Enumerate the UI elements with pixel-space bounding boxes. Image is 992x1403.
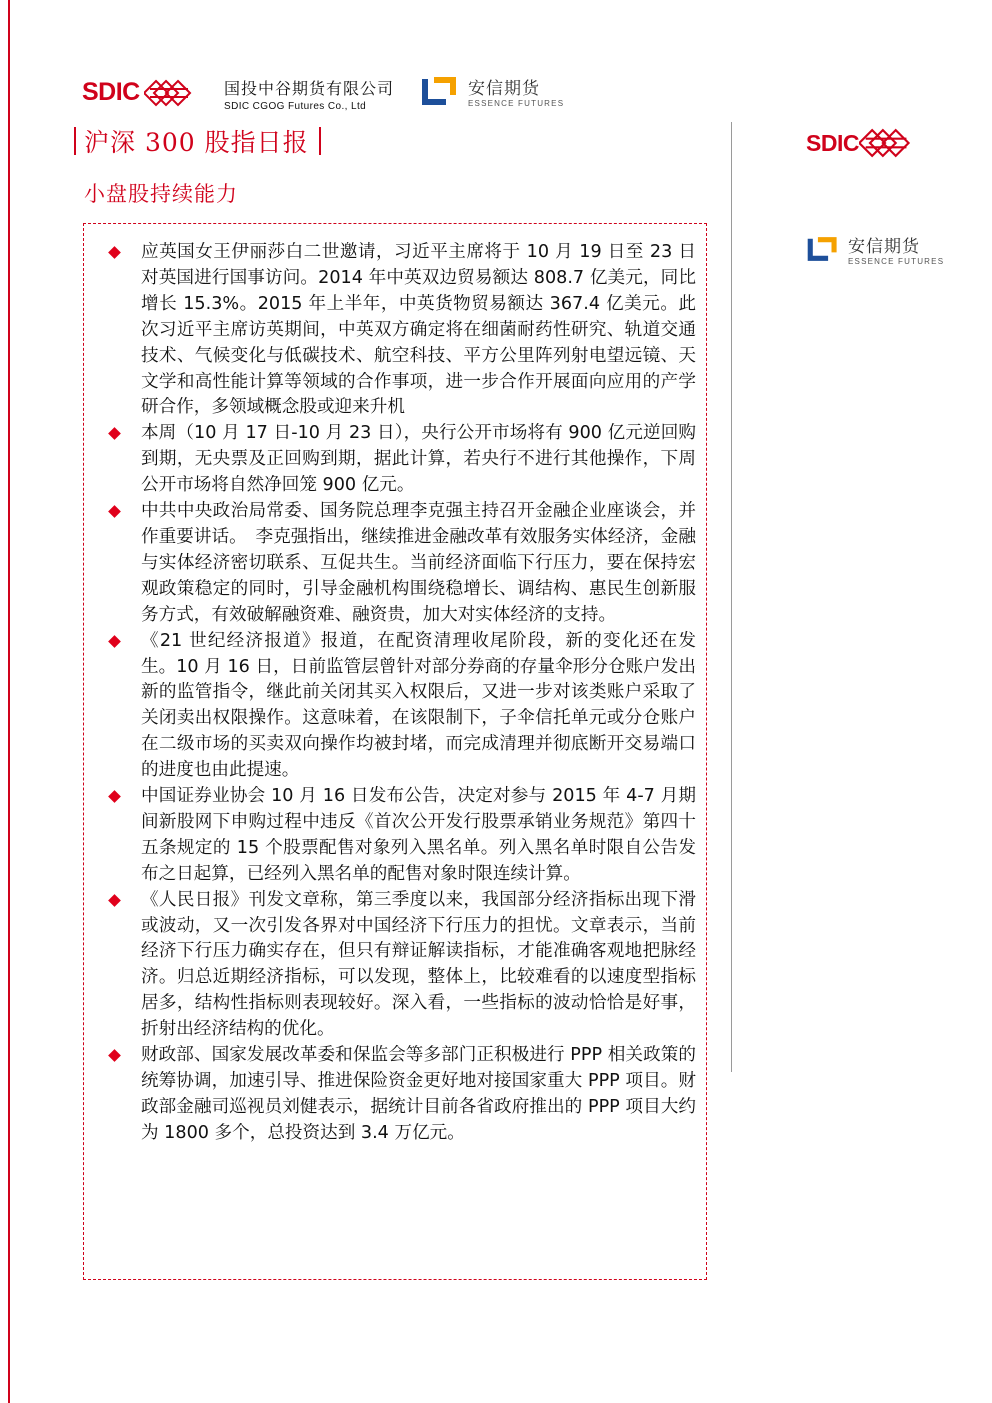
side-essence-logo (806, 232, 944, 266)
news-box (83, 223, 707, 1280)
essence-logo (420, 74, 564, 108)
title-bar-right (319, 127, 321, 155)
red-diamond-icon (108, 894, 121, 907)
list-item-text: 应英国女王伊丽莎白二世邀请，习近平主席将于 10 月 19 日至 23 日对英国进行国事访问。2014 年中英双边贸易额达 808.7 亿美元，同比增长 15.3%。2015 年上半年，中英货物贸易额达 367.4 亿美元。此次习近平主席访英期间，中英双方确定将在细菌耐药性研究、轨道交通技术、气候变化与低碳技术、航空科技、平方公里阵列射电望远镜、天文学和高性能计算等领域的合作事项，进一步合作开展面向应用的产学研合作，多领域概念股或迎来升机 (141, 242, 696, 418)
list-item (106, 240, 696, 421)
essence-name-cn: 安信期货 (468, 79, 540, 99)
company-name (224, 76, 394, 112)
red-diamond-icon (108, 427, 121, 440)
report-title (74, 124, 321, 158)
list-item-text: 财政部、国家发展改革委和保监会等多部门正积极进行 PPP 相关政策的统筹协调，加速引导、推进保险资金更好地对接国家重大 PPP 项目。财政部金融司巡视员刘健表示，据统计目前各省政府推出的 PPP 项目大约为 1800 多个，总投资达到 3.4 万亿元。 (141, 1045, 696, 1143)
sdic-logo (82, 78, 192, 107)
list-item (106, 888, 696, 1043)
list-item (106, 629, 696, 784)
section-title: 小盘股持续能力 (84, 182, 238, 206)
report-title-text: 沪深 300 股指日报 (84, 128, 309, 157)
sdic-logo-text: SDIC (82, 78, 140, 106)
left-red-rule (8, 0, 10, 1403)
side-sdic-logo (806, 128, 911, 158)
list-item-text: 中国证券业协会 10 月 16 日发布公告，决定对参与 2015 年 4-7 月期间新股网下申购过程中违反《首次公开发行股票承销业务规范》第四十五条规定的 15 个股票配售对象列入黑名单。列入黑名单时限自公告发布之日起算，已经列入黑名单的配售对象时限连续计算。 (141, 786, 696, 884)
essence-mark-icon (806, 234, 840, 264)
list-item-text: 《21 世纪经济报道》报道，在配资清理收尾阶段，新的变化还在发生。10 月 16 日，日前监管层曾针对部分券商的存量伞形分仓账户发出新的监管指令，继此前关闭其买入权限后，又进一步对该类账户采取了关闭卖出权限操作。这意味着，在该限制下，子伞信托单元或分仓账户在二级市场的买卖双向操作均被封堵，而完成清理并彻底断开交易端口的进度也由此提速。 (141, 630, 696, 781)
right-gray-rule (731, 122, 732, 1072)
header (82, 72, 642, 116)
news-list (106, 240, 696, 1147)
company-name-en: SDIC CGOG Futures Co., Ltd (224, 101, 367, 112)
red-diamond-icon (108, 246, 121, 259)
list-item-text: 中共中央政治局常委、国务院总理李克强主持召开金融企业座谈会，并作重要讲话。 李克强指出，继续推进金融改革有效服务实体经济，金融与实体经济密切联系、互促共生。当前经济面临下行压力，要在保持宏观政策稳定的同时，引导金融机构围绕稳增长、调结构、惠民生创新服务方式，有效破解融资难、融资贵，加大对实体经济的支持。 (141, 501, 696, 625)
red-diamond-icon (108, 635, 121, 648)
side-sdic-logo-text: SDIC (806, 129, 859, 156)
side-essence-name-en: ESSENCE FUTURES (848, 257, 945, 266)
essence-mark-icon (420, 75, 460, 107)
list-item-text: 本周（10 月 17 日-10 月 23 日），央行公开市场将有 900 亿元逆回购到期，无央票及正回购到期，据此计算，若央行不进行其他操作，下周公开市场将自然净回笼 900 亿元。 (141, 423, 696, 496)
essence-name-en: ESSENCE FUTURES (468, 99, 565, 108)
red-diamond-icon (108, 790, 121, 803)
list-item (106, 1043, 696, 1147)
list-item (106, 421, 696, 499)
red-diamond-icon (108, 1049, 121, 1062)
list-item (106, 499, 696, 629)
title-bar-left (74, 127, 76, 155)
side-essence-name-cn: 安信期货 (848, 237, 920, 257)
red-diamond-icon (108, 505, 121, 518)
company-name-cn: 国投中谷期货有限公司 (224, 79, 395, 98)
list-item (106, 784, 696, 888)
list-item-text: 《人民日报》刊发文章称，第三季度以来，我国部分经济指标出现下滑或波动，又一次引发各界对中国经济下行压力的担忧。文章表示，当前经济下行压力确实存在，但只有辩证解读指标，才能准确客观地把脉经济。归总近期经济指标，可以发现，整体上，比较难看的以速度型指标居多，结构性指标则表现较好。深入看，一些指标的波动恰恰是好事，折射出经济结构的优化。 (141, 889, 696, 1040)
sdic-mark-icon (144, 79, 192, 107)
sdic-mark-icon (859, 128, 911, 158)
